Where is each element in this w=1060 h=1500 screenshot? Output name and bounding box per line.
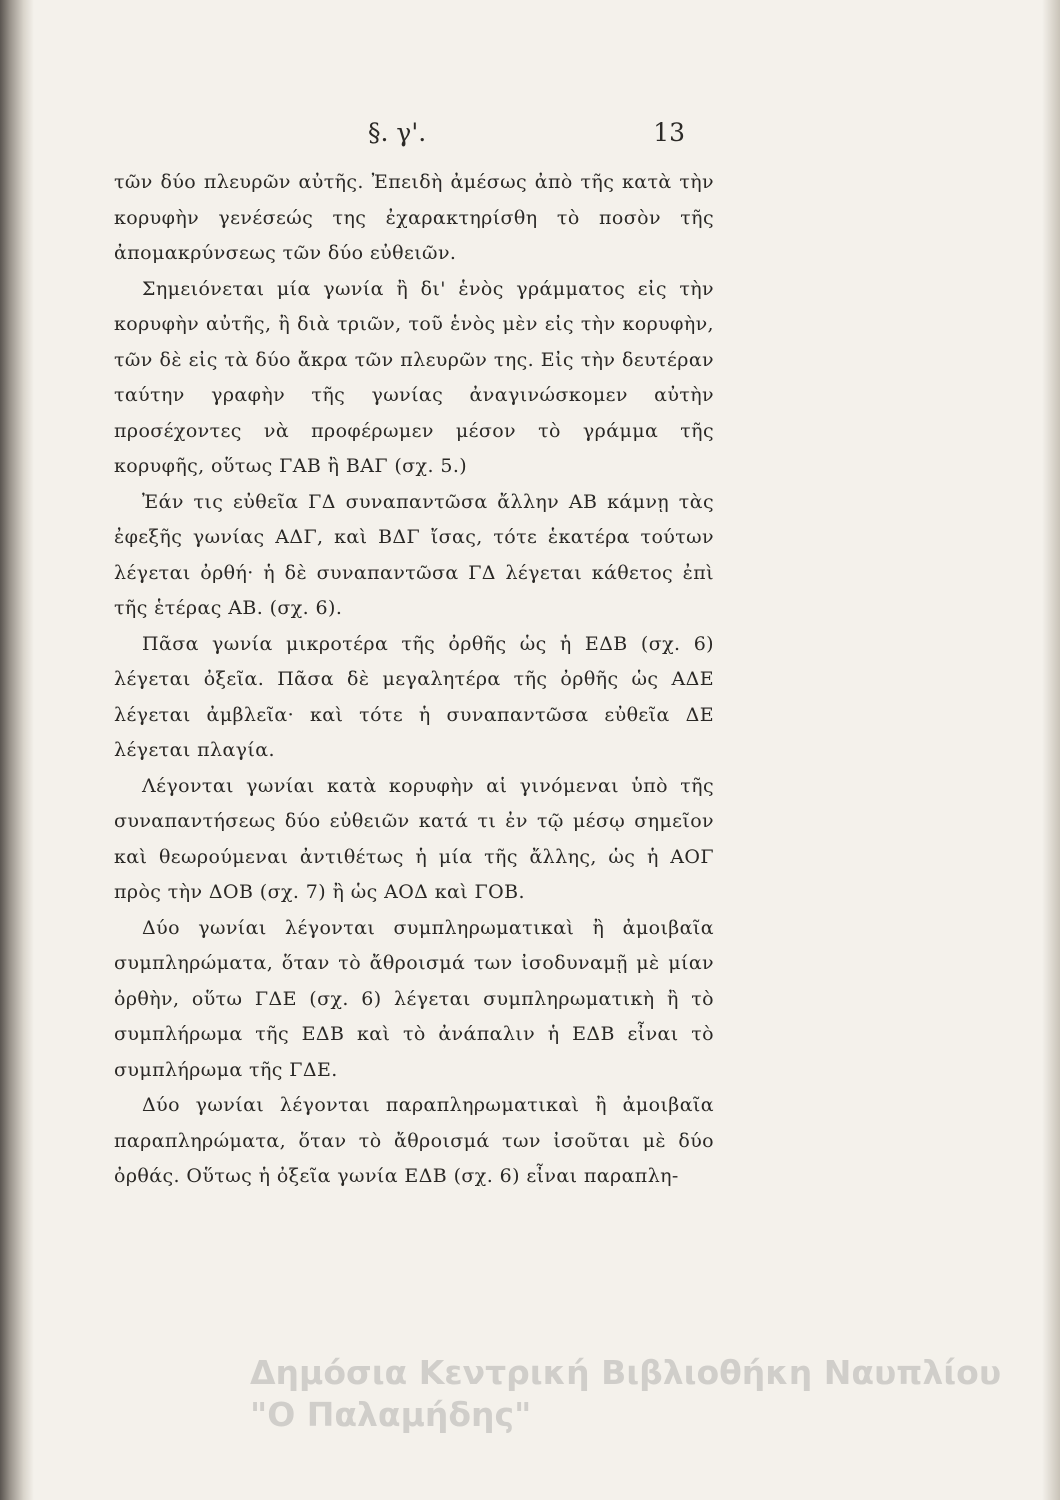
paragraph: Σημειόνεται μία γωνία ἢ δι' ἑνὸς γράμματος εἰς τὴν κορυφὴν αὐτῆς, ἢ διὰ τριῶν, τοῦ ἑνὸς μὲν εἰς τὴν κορυφὴν, τῶν δὲ εἰς τὰ δύο ἄκρα τῶν πλευρῶν της. Εἰς τὴν δευτέραν ταύτην γραφὴν τῆς γωνίας ἀναγινώσκομεν αὐτὴν προσέχοντες νὰ προφέρωμεν μέσον τὸ γράμμα τῆς κορυφῆς, οὕτως ΓΑΒ ἢ ΒΑΓ (σχ. 5.) bbox=[114, 277, 714, 477]
section-heading: §. γ'. bbox=[368, 118, 427, 147]
page-number: 13 bbox=[653, 118, 685, 147]
paragraph: Λέγονται γωνίαι κατὰ κορυφὴν αἱ γινόμεναι ὑπὸ τῆς συναπαντήσεως δύο εὐθειῶν κατά τι ἐν τῷ μέσῳ σημεῖον καὶ θεωρούμεναι ἀντιθέτως ἡ μία τῆς ἄλλης, ὡς ἡ ΑΟΓ πρὸς τὴν ΔΟΒ (σχ. 7) ἢ ὡς ΑΟΔ καὶ ΓΟΒ. bbox=[114, 774, 714, 903]
paragraph: Ἐάν τις εὐθεῖα ΓΔ συναπαντῶσα ἄλλην ΑΒ κάμνῃ τὰς ἐφεξῆς γωνίας ΑΔΓ, καὶ ΒΔΓ ἴσας, τότε ἑκατέρα τούτων λέγεται ὀρθή· ἡ δὲ συναπαντῶσα ΓΔ λέγεται κάθετος ἐπὶ τῆς ἑτέρας ΑΒ. (σχ. 6). bbox=[114, 490, 714, 619]
body-text bbox=[114, 165, 714, 1195]
paragraph: Δύο γωνίαι λέγονται συμπληρωματικαὶ ἢ ἀμοιβαῖα συμπληρώματα, ὅταν τὸ ἄθροισμά των ἰσοδυναμῇ μὲ μίαν ὀρθὴν, οὕτω ΓΔΕ (σχ. 6) λέγεται συμπληρωματικὴ ἢ τὸ συμπλήρωμα τῆς ΕΔΒ καὶ τὸ ἀνάπαλιν ἡ ΕΔΒ εἶναι τὸ συμπλήρωμα τῆς ΓΔΕ. bbox=[114, 916, 714, 1081]
paragraph: Δύο γωνίαι λέγονται παραπληρωματικαὶ ἢ ἀμοιβαῖα παραπληρώματα, ὅταν τὸ ἄθροισμά των ἰσοῦται μὲ δύο ὀρθάς. Οὕτως ἡ ὀξεῖα γωνία ΕΔΒ (σχ. 6) εἶναι παραπλη- bbox=[114, 1094, 714, 1187]
page-header bbox=[120, 118, 685, 154]
binding-shadow bbox=[0, 0, 34, 1500]
watermark-line-2: "Ο Παλαμήδης" bbox=[250, 1395, 532, 1434]
page-edge bbox=[1042, 0, 1060, 1500]
library-watermark bbox=[250, 1352, 1040, 1436]
paragraph: Πᾶσα γωνία μικροτέρα τῆς ὀρθῆς ὡς ἡ ΕΔΒ (σχ. 6) λέγεται ὀξεῖα. Πᾶσα δὲ μεγαλητέρα τῆς ὀρθῆς ὡς ΑΔΕ λέγεται ἀμβλεῖα· καὶ τότε ἡ συναπαντῶσα εὐθεῖα ΔΕ λέγεται πλαγία. bbox=[114, 632, 714, 761]
paragraph: τῶν δύο πλευρῶν αὐτῆς. Ἐπειδὴ ἀμέσως ἀπὸ τῆς κατὰ τὴν κορυφὴν γενέσεώς της ἐχαρακτηρίσθη τὸ ποσὸν τῆς ἀπομακρύνσεως τῶν δύο εὐθειῶν. bbox=[114, 171, 714, 264]
watermark-line-1: Δημόσια Κεντρική Βιβλιοθήκη Ναυπλίου bbox=[250, 1353, 1002, 1392]
